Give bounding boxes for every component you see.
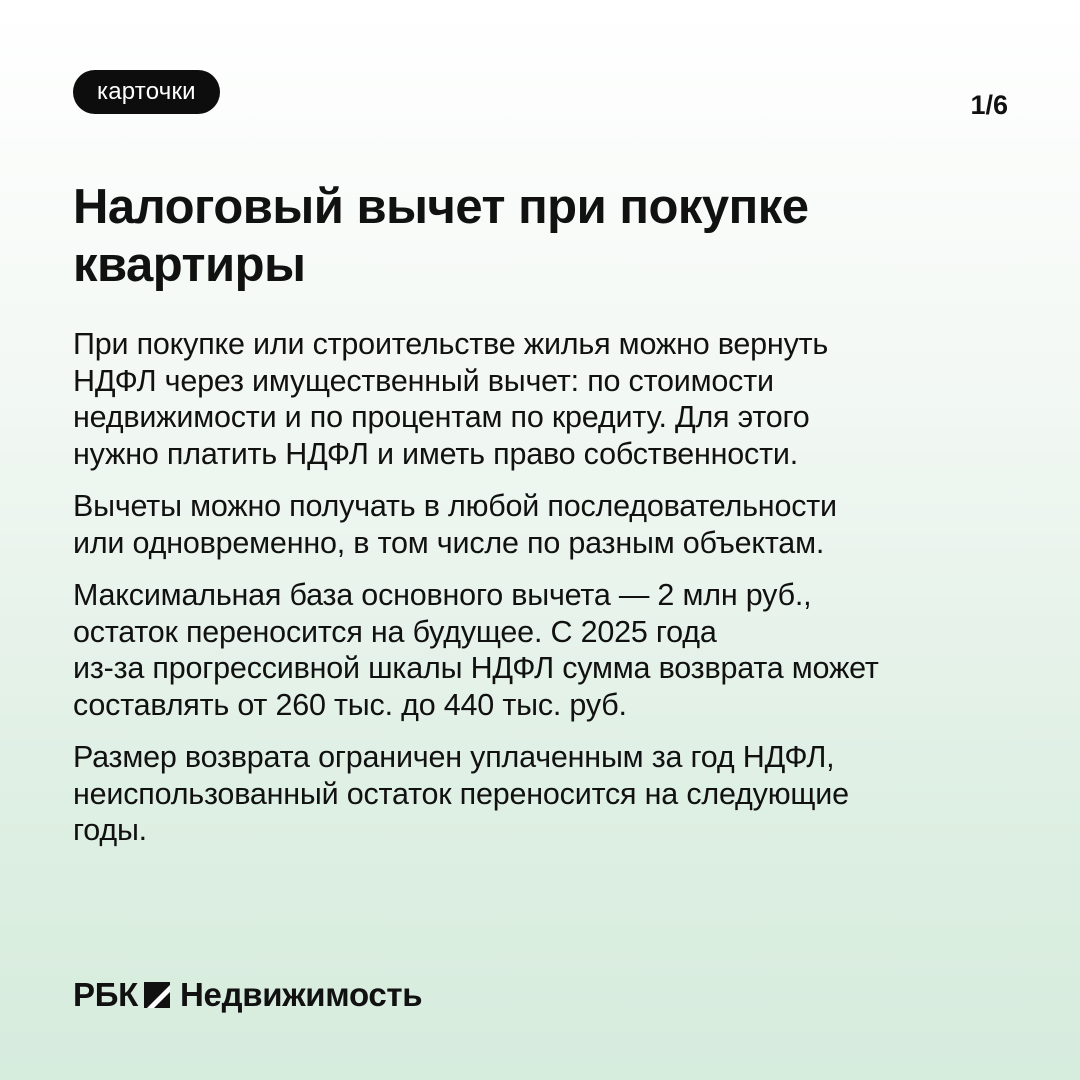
card-title bbox=[73, 178, 973, 294]
brand-section-text: Недвижимость bbox=[179, 976, 423, 1013]
paragraph-property-deduction bbox=[73, 326, 1033, 472]
brand-rbk-text: РБК bbox=[73, 976, 138, 1013]
text-line: годы. bbox=[73, 813, 147, 847]
paragraph-deduction-order bbox=[73, 488, 1033, 561]
text-line: Вычеты можно получать в любой последовательности bbox=[73, 489, 837, 523]
text-line: При покупке или строительстве жилья можно вернуть bbox=[73, 327, 829, 361]
text-line: неиспользованный остаток переносится на следующие bbox=[73, 776, 849, 811]
text-line: составлять от 260 тыс. до 440 тыс. руб. bbox=[73, 687, 627, 722]
text-line: остаток переносится на будущее. С 2025 года bbox=[73, 614, 717, 649]
card-body bbox=[73, 326, 1033, 865]
rbk-slash-logo-icon bbox=[144, 982, 170, 1008]
brand-logo bbox=[73, 975, 422, 1015]
paragraph-refund-limit bbox=[73, 739, 1033, 849]
page-counter: 1/6 bbox=[970, 90, 1008, 120]
title-line: квартиры bbox=[73, 238, 306, 292]
text-line: Размер возврата ограничен уплаченным за год НДФЛ, bbox=[73, 740, 835, 774]
title-line: Налоговый вычет при покупке bbox=[73, 180, 809, 234]
text-line: Максимальная база основного вычета — 2 млн руб., bbox=[73, 578, 812, 612]
text-line: нужно платить НДФЛ и иметь право собственности. bbox=[73, 436, 798, 471]
category-tag: карточки bbox=[73, 70, 220, 114]
text-line: или одновременно, в том числе по разным объектам. bbox=[73, 525, 825, 560]
text-line: недвижимости и по процентам по кредиту. Для этого bbox=[73, 400, 810, 434]
text-line: НДФЛ через имущественный вычет: по стоимости bbox=[73, 363, 774, 398]
paragraph-max-base bbox=[73, 577, 1033, 723]
text-line: из-за прогрессивной шкалы НДФЛ сумма возврата может bbox=[73, 651, 879, 685]
